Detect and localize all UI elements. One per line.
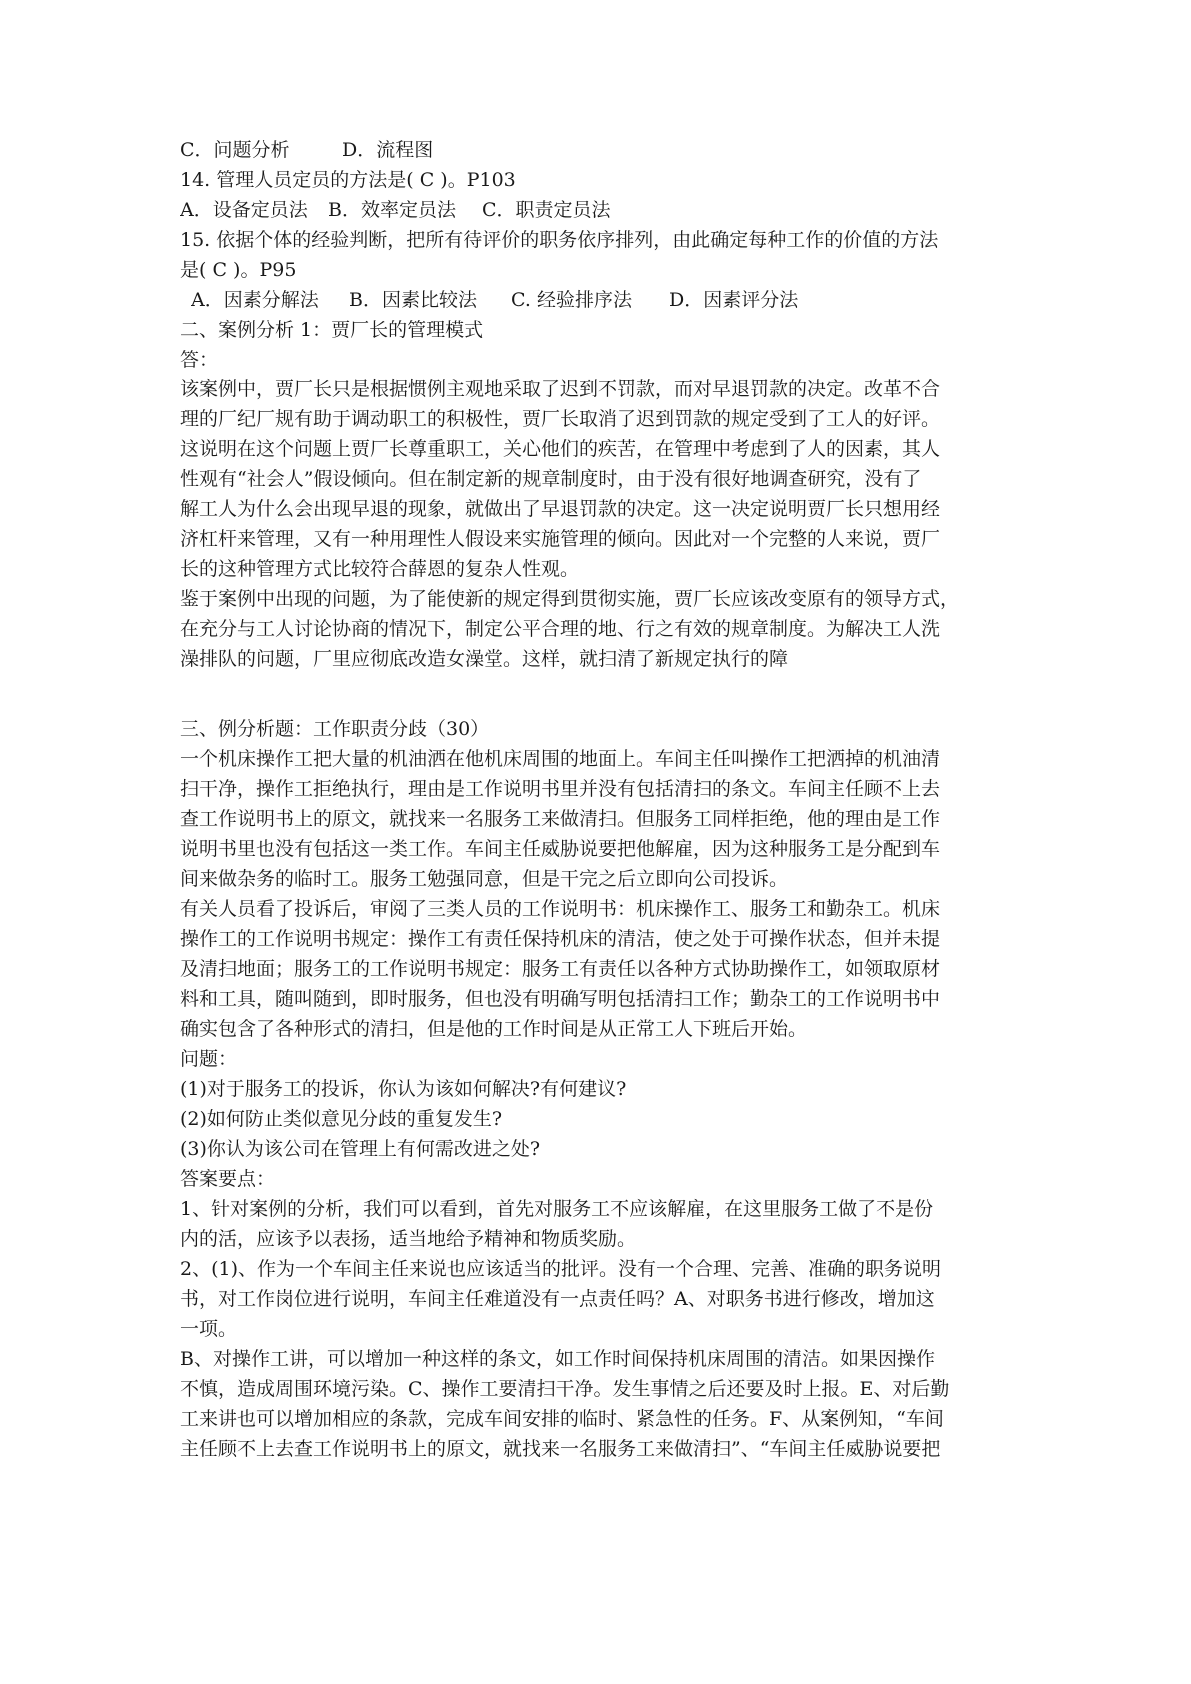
q13-options [180,135,1011,165]
case1-heading: 二、案例分析 1：贾厂长的管理模式 [180,319,484,341]
case2-line-2: 扫干净，操作工拒绝执行，理由是工作说明书里并没有包括清扫的条文。车间主任顾不上去 [180,778,941,800]
answer-line-9: 主任顾不上去查工作说明书上的原文，就找来一名服务工来做清扫”、“车间主任威胁说要把 [180,1438,941,1460]
case1-line-1: 该案例中，贾厂长只是根据惯例主观地采取了迟到不罚款，而对早退罚款的决定。改革不合 [180,378,941,400]
case1-line-4: 性观有“社会人”假设倾向。但在制定新的规章制度时，由于没有很好地调查研究，没有了 [180,468,922,490]
answer-line-7: 不慎，造成周围环境污染。C、操作工要清扫干净。发生事情之后还要及时上报。E、对后勤 [180,1378,950,1400]
case1-line-5: 解工人为什么会出现早退的现象，就做出了早退罚款的决定。这一决定说明贾厂长只想用经 [180,498,941,520]
option-b: B．因素比较法 [349,289,477,311]
answer-line-2: 内的活，应该予以表扬，适当地给予精神和物质奖励。 [180,1228,637,1250]
answer-line-1: 1、针对案例的分析，我们可以看到，首先对服务工不应该解雇，在这里服务工做了不是份 [180,1198,934,1220]
question-14: 14. 管理人员定员的方法是( C )。P103 [180,169,516,191]
questions-label: 问题： [180,1048,238,1070]
case2-heading: 三、例分析题：工作职责分歧（30） [180,718,490,740]
option-a: A．设备定员法 [180,199,308,221]
case1-line-7: 长的这种管理方式比较符合薛恩的复杂人性观。 [180,558,580,580]
answer-line-3: 2、(1)、作为一个车间主任来说也应该适当的批评。没有一个合理、完善、准确的职务说明 [180,1258,942,1280]
answer-line-5: 一项。 [180,1318,238,1340]
case1-line-6: 济杠杆来管理，又有一种用理性人假设来实施管理的倾向。因此对一个完整的人来说，贾厂 [180,528,941,550]
case1-line-2: 理的厂纪厂规有助于调动职工的积极性，贾厂长取消了迟到罚款的规定受到了工人的好评。 [180,408,941,430]
case1-line-8: 鉴于案例中出现的问题，为了能使新的规定得到贯彻实施，贾厂长应该改变原有的领导方式， [180,588,960,610]
case2-line-8: 及清扫地面；服务工的工作说明书规定：服务工有责任以各种方式协助操作工，如领取原材 [180,958,941,980]
case2-line-5: 间来做杂务的临时工。服务工勉强同意，但是干完之后立即向公司投诉。 [180,868,789,890]
question-2: (2)如何防止类似意见分歧的重复发生? [180,1108,503,1130]
case2-line-4: 说明书里也没有包括这一类工作。车间主任威胁说要把他解雇，因为这种服务工是分配到车 [180,838,941,860]
case1-line-9: 在充分与工人讨论协商的情况下，制定公平合理的地、行之有效的规章制度。为解决工人洗 [180,618,941,640]
answer-points-label: 答案要点： [180,1168,276,1190]
case1-answer-label: 答： [180,349,219,371]
answer-line-6: B、对操作工讲，可以增加一种这样的条文，如工作时间保持机床周围的清洁。如果因操作 [180,1348,935,1370]
option-d: D．因素评分法 [669,289,799,311]
case1-line-10: 澡排队的问题，厂里应彻底改造女澡堂。这样，就扫清了新规定执行的障 [180,648,789,670]
option-a: A．因素分解法 [191,289,319,311]
question-15-line-2: 是( C )。P95 [180,259,297,281]
answer-line-4: 书，对工作岗位进行说明，车间主任难道没有一点责任吗？A、对职务书进行修改，增加这 [180,1288,935,1310]
case2-line-3: 查工作说明书上的原文，就找来一名服务工来做清扫。但服务工同样拒绝，他的理由是工作 [180,808,941,830]
case2-line-10: 确实包含了各种形式的清扫，但是他的工作时间是从正常工人下班后开始。 [180,1018,808,1040]
case2-line-9: 料和工具，随叫随到，即时服务，但也没有明确写明包括清扫工作；勤杂工的工作说明书中 [180,988,941,1010]
option-c: C．问题分析 [180,139,290,161]
case2-line-7: 操作工的工作说明书规定：操作工有责任保持机床的清洁，使之处于可操作状态，但并未提 [180,928,941,950]
case1-line-3: 这说明在这个问题上贾厂长尊重职工，关心他们的疾苦，在管理中考虑到了人的因素，其人 [180,438,941,460]
option-d: D．流程图 [342,139,434,161]
question-14-options [180,195,1011,225]
answer-line-8: 工来讲也可以增加相应的条款，完成车间安排的临时、紧急性的任务。F、从案例知，“车间 [180,1408,944,1430]
question-1: (1)对于服务工的投诉，你认为该如何解决?有何建议? [180,1078,627,1100]
option-c: C．职责定员法 [482,199,611,221]
option-c: C. 经验排序法 [511,289,632,311]
question-15-options [191,285,1011,315]
question-15-line-1: 15. 依据个体的经验判断，把所有待评价的职务依序排列，由此确定每种工作的价值的方法 [180,229,939,251]
question-3: (3)你认为该公司在管理上有何需改进之处? [180,1138,541,1160]
option-b: B．效率定员法 [328,199,456,221]
case2-line-6: 有关人员看了投诉后，审阅了三类人员的工作说明书：机床操作工、服务工和勤杂工。机床 [180,898,941,920]
case2-line-1: 一个机床操作工把大量的机油洒在他机床周围的地面上。车间主任叫操作工把洒掉的机油清 [180,748,941,770]
